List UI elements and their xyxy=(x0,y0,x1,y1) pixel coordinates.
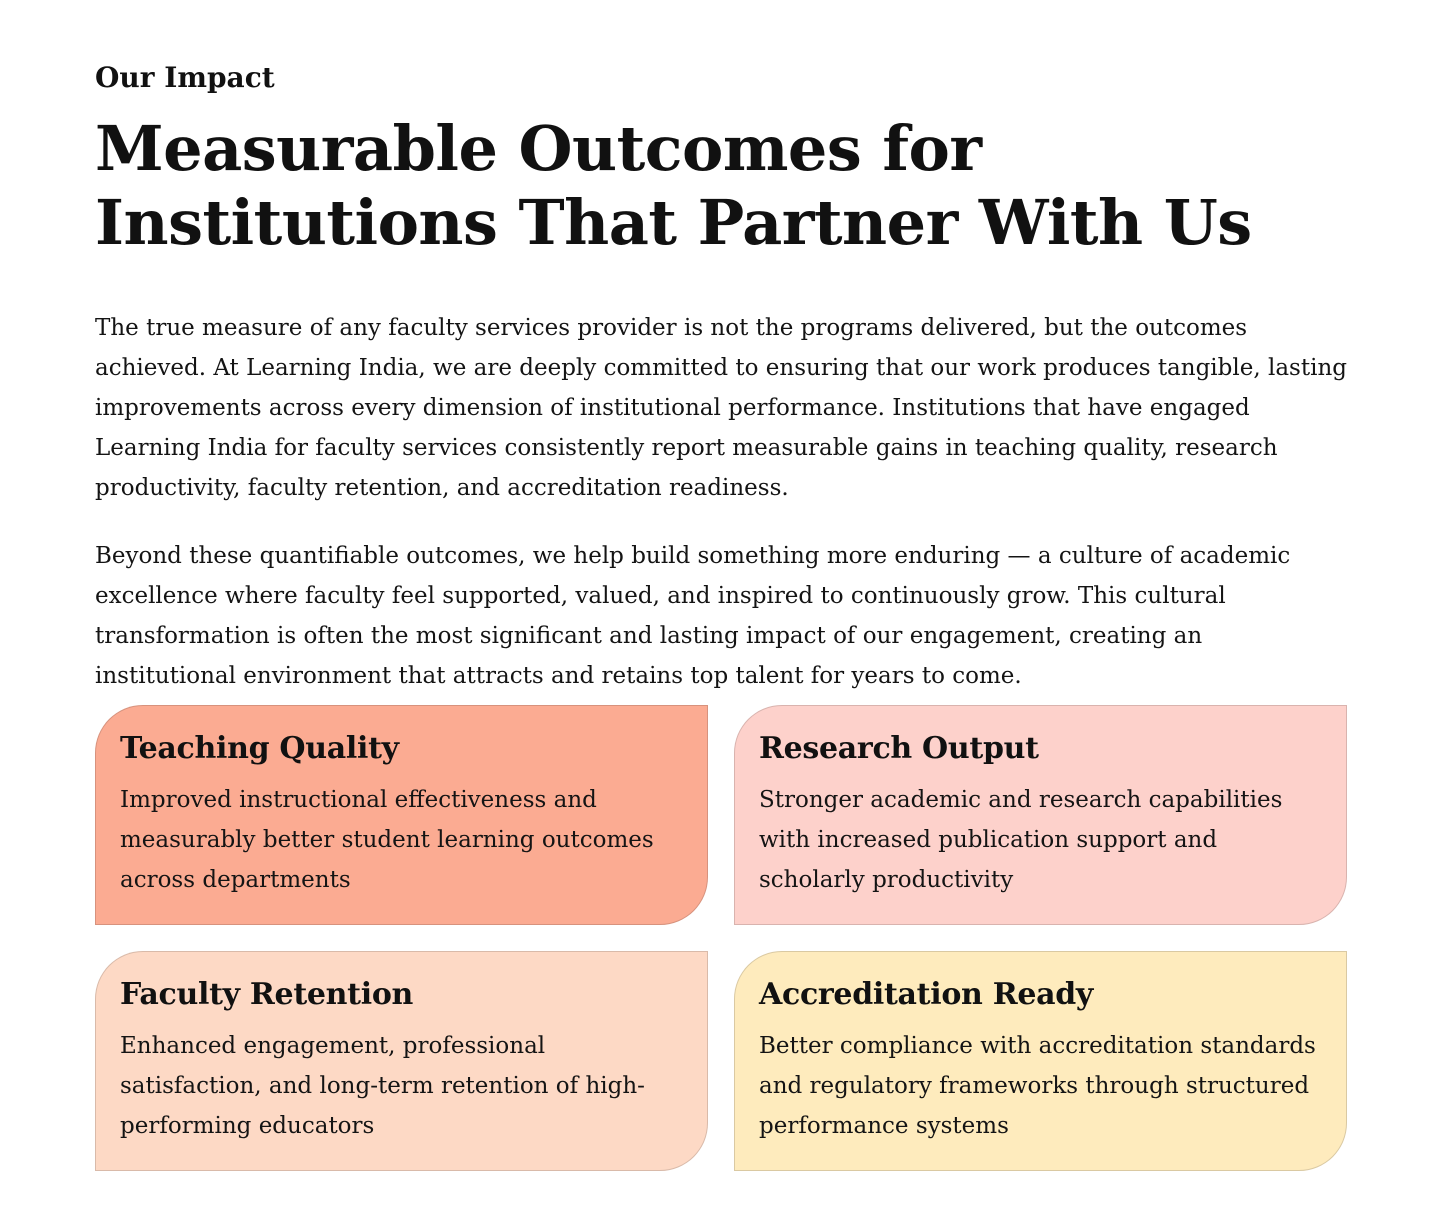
card-description: Enhanced engagement, professional satisfaction, and long-term retention of high-performing educators xyxy=(120,1033,645,1139)
card-description: Improved instructional effectiveness and measurably better student learning outcomes across departments xyxy=(120,787,654,893)
culture-paragraph: Beyond these quantifiable outcomes, we help build something more enduring — a culture of academic excellence where faculty feel supported, valued, and inspired to continuously grow. This cultural transformation is often the most significant and lasting impact of our engagement, creating an institutional environment that attracts and retains top talent for years to come. xyxy=(95,543,1291,689)
card-title: Faculty Retention xyxy=(120,977,414,1012)
card-title: Accreditation Ready xyxy=(759,977,1094,1012)
outcome-card-research-output xyxy=(734,705,1347,925)
card-description: Better compliance with accreditation standards and regulatory frameworks through structured performance systems xyxy=(759,1033,1316,1139)
section-headline: Measurable Outcomes for Institutions That Partner With Us xyxy=(95,112,1252,259)
intro-paragraph: The true measure of any faculty services provider is not the programs delivered, but the outcomes achieved. At Learning India, we are deeply committed to ensuring that our work produces tangible, lasting improvements across every dimension of institutional performance. Institutions that have engaged Learning India for faculty services consistently report measurable gains in teaching quality, research productivity, faculty retention, and accreditation readiness. xyxy=(95,315,1347,501)
section-eyebrow: Our Impact xyxy=(95,61,275,94)
card-title: Research Output xyxy=(759,731,1039,766)
outcome-card-faculty-retention xyxy=(95,951,708,1171)
outcome-cards-grid xyxy=(95,705,1347,1171)
card-description: Stronger academic and research capabilities with increased publication support and scholarly productivity xyxy=(759,787,1283,893)
outcome-card-teaching-quality xyxy=(95,705,708,925)
card-title: Teaching Quality xyxy=(120,731,399,766)
outcome-card-accreditation-ready xyxy=(734,951,1347,1171)
impact-section xyxy=(95,58,1347,696)
